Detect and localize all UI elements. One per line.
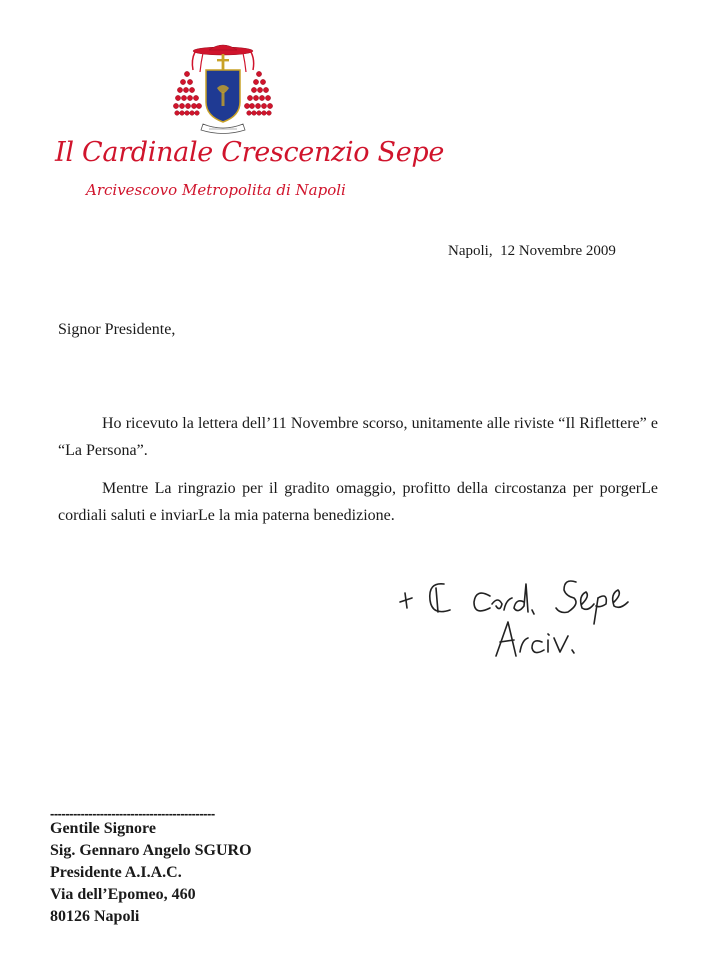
coat-of-arms-icon bbox=[173, 40, 273, 136]
salutation: Signor Presidente, bbox=[58, 321, 176, 338]
address-line: Sig. Gennaro Angelo SGURO bbox=[50, 842, 252, 859]
handwritten-signature bbox=[392, 560, 642, 670]
body-paragraph: Mentre La ringrazio per il gradito omaggio, profitto della circostanza per porgerLe cordiali saluti e inviarLe la mia paterna benedizione. bbox=[58, 480, 658, 524]
separator-line: ------------------------------------------- bbox=[50, 806, 215, 821]
address-line: Gentile Signore bbox=[50, 820, 156, 837]
date-line: Napoli, 12 Novembre 2009 bbox=[448, 243, 616, 259]
letter-body bbox=[58, 410, 658, 540]
address-line: Via dell’Epomeo, 460 bbox=[50, 886, 196, 903]
body-paragraph: Ho ricevuto la lettera dell’11 Novembre scorso, unitamente alle riviste “Il Riflettere” e “La Persona”. bbox=[58, 415, 658, 459]
address-line: 80126 Napoli bbox=[50, 908, 140, 925]
letterhead-title: Arcivescovo Metropolita di Napoli bbox=[86, 181, 346, 199]
recipient-address bbox=[50, 818, 252, 928]
address-line: Presidente A.I.A.C. bbox=[50, 864, 182, 881]
letterhead-name: Il Cardinale Crescenzio Sepe bbox=[55, 137, 445, 168]
